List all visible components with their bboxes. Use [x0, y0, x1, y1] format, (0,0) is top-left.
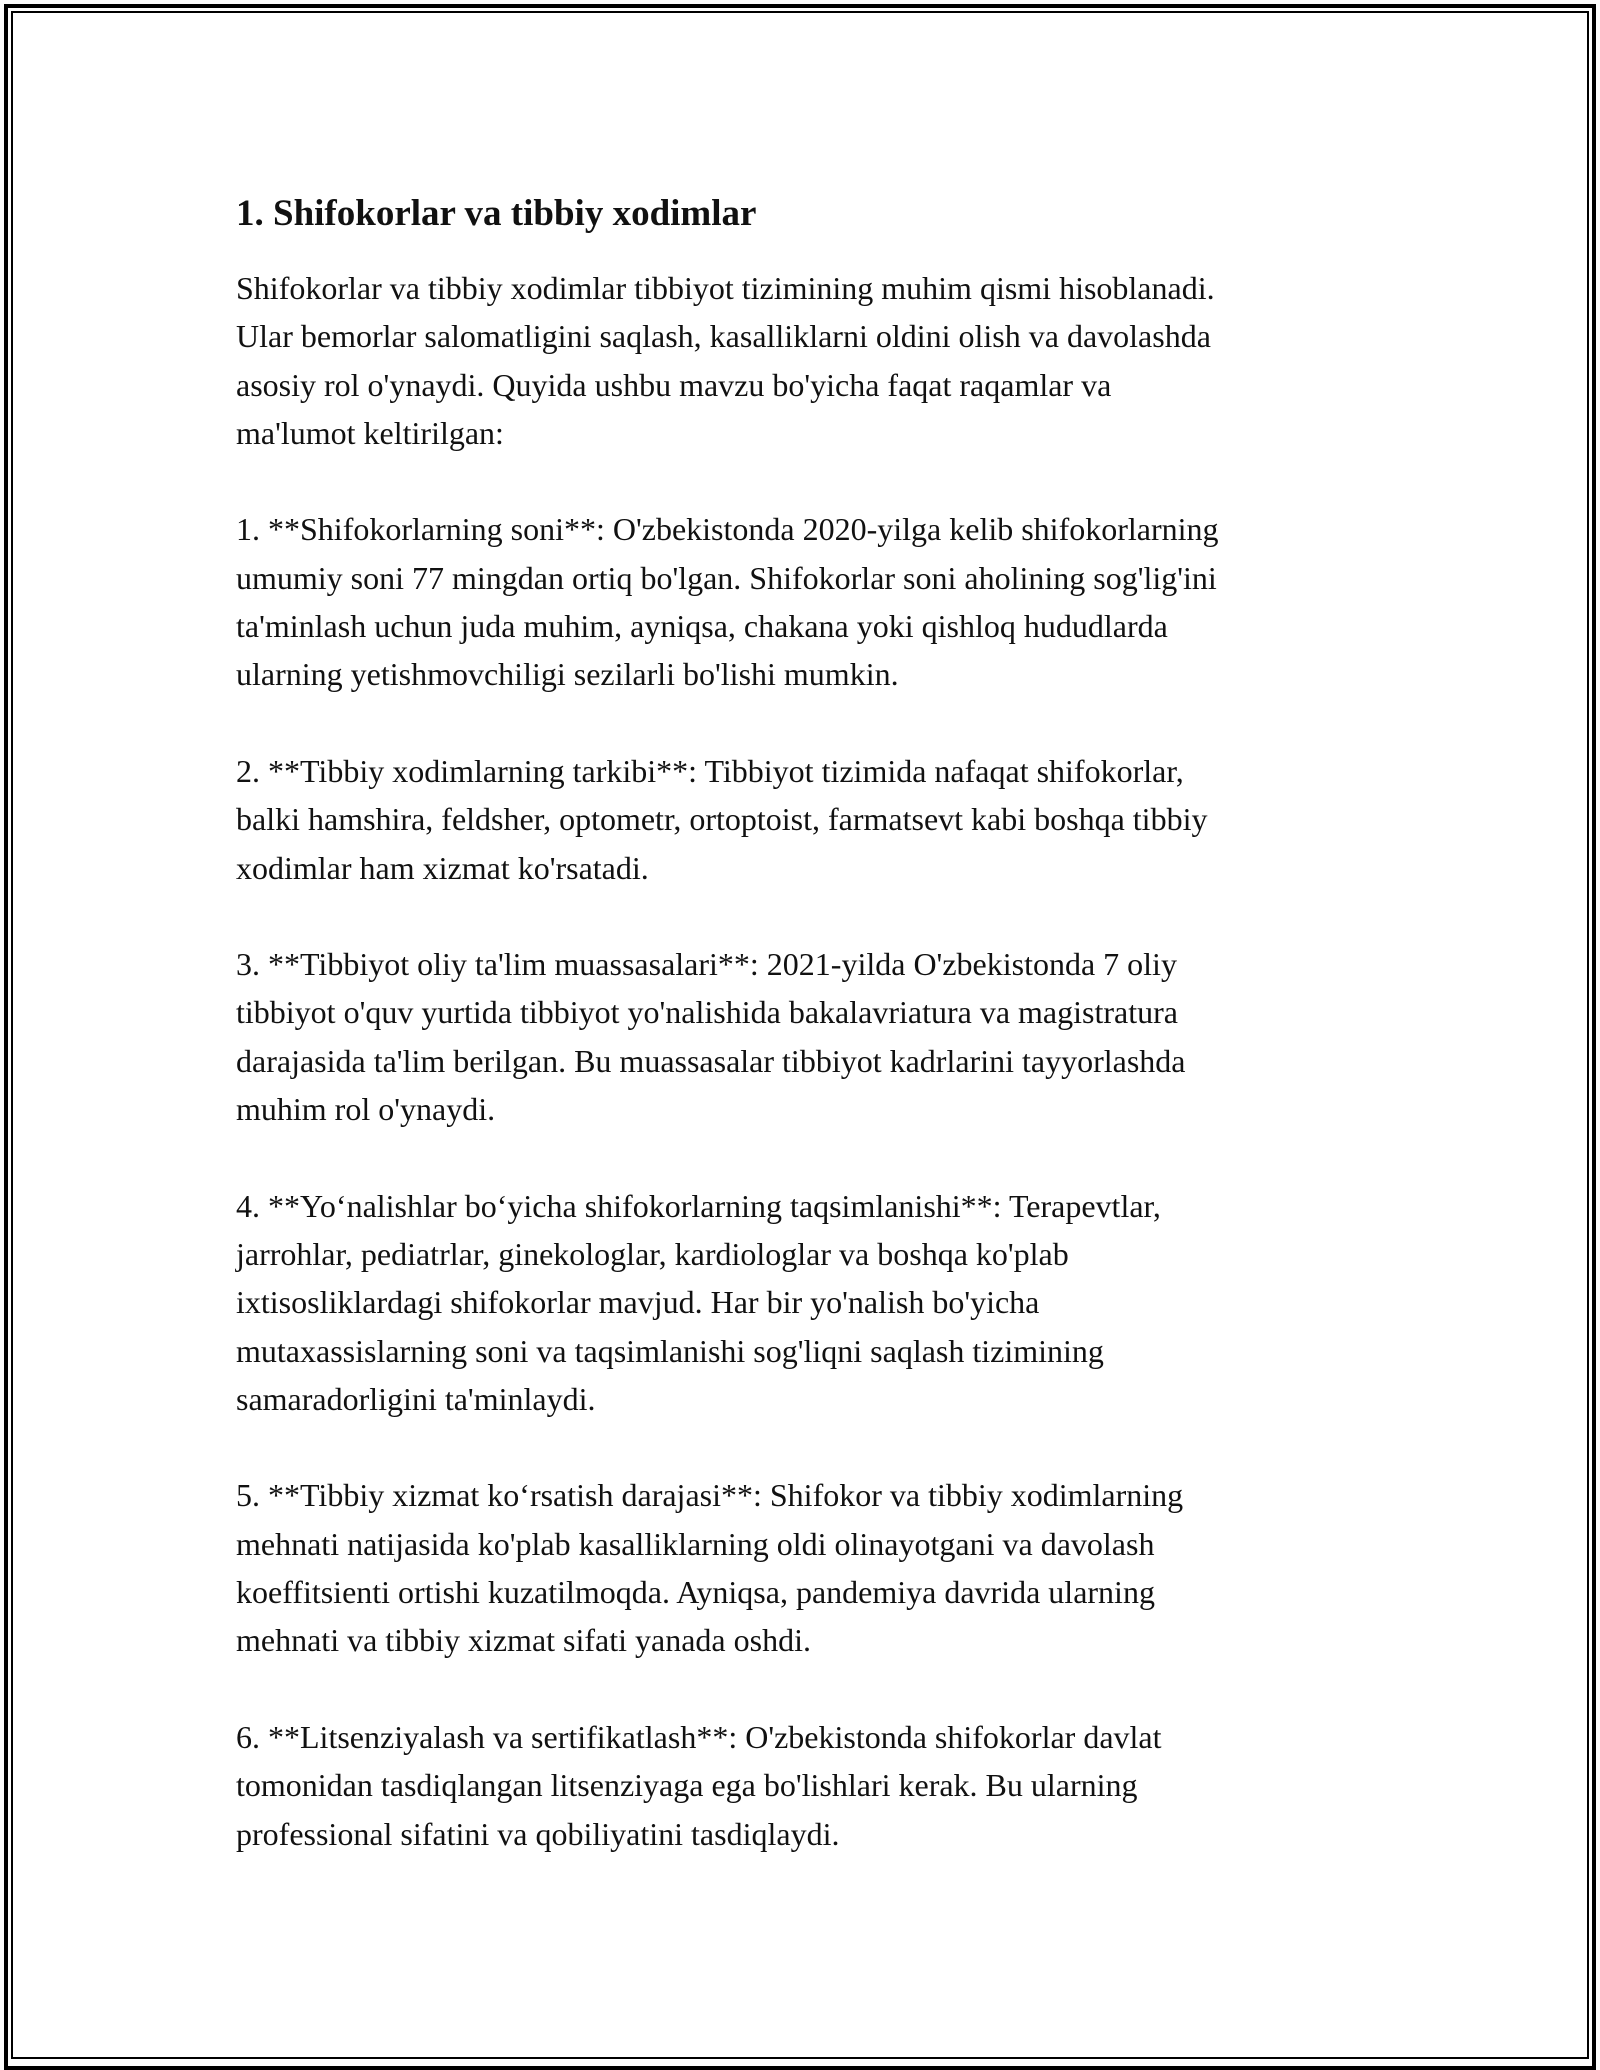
list-item: 5. **Tibbiy xizmat ko‘rsatish darajasi**: Shifokor va tibbiy xodimlarning mehnati natijasida ko'plab kasalliklarning oldi olinayotgani va davolash koeffitsienti ortishi kuzatilmoqda. Ayniqsa, pandemiya davrida ularning mehnati va tibbiy xizmat sifati yanada oshdi.	[236, 1477, 1184, 1659]
list-item: 4. **Yo‘nalishlar bo‘yicha shifokorlarning taqsimlanishi**: Terapevtlar, jarrohlar, pediatrlar, ginekologlar, kardiologlar va boshqa ko'plab ixtisosliklardagi shifokorlar mavjud. Har bir yo'nalish bo'yicha mutaxassislarning soni va taqsimlanishi sog'liqni saqlash tizimining samaradorligini ta'minlaydi.	[236, 1187, 1161, 1417]
list-item: 3. **Tibbiyot oliy ta'lim muassasalari**: 2021-yilda O'zbekistonda 7 oliy tibbiyot o'quv yurtida tibbiyot yo'nalishida bakalavriatura va magistratura darajasida ta'lim berilgan. Bu muassasalar tibbiyot kadrlarini tayyorlashda muhim rol o'ynaydi.	[236, 946, 1186, 1128]
list-item: 6. **Litsenziyalash va sertifikatlash**: O'zbekistonda shifokorlar davlat tomonidan tasdiqlangan litsenziyaga ega bo'lishlari kerak. Bu ularning professional sifatini va qobiliyatini tasdiqlaydi.	[236, 1718, 1162, 1852]
list-item: 1. **Shifokorlarning soni**: O'zbekistonda 2020-yilga kelib shifokorlarning umumiy soni 77 mingdan ortiq bo'lgan. Shifokorlar soni aholining sog'lig'ini ta'minlash uchun juda muhim, ayniqsa, chakana yoki qishloq hududlarda ularning yetishmovchiligi sezilarli bo'lishi mumkin.	[236, 511, 1219, 693]
document-body	[236, 190, 1386, 1906]
list-item: 2. **Tibbiy xodimlarning tarkibi**: Tibbiyot tizimida nafaqat shifokorlar, balki hamshira, feldsher, optometr, ortoptoist, farmatsevt kabi boshqa tibbiy xodimlar ham xizmat ko'rsatadi.	[236, 752, 1208, 886]
document-title: 1. Shifokorlar va tibbiy xodimlar	[236, 193, 757, 234]
intro-paragraph: Shifokorlar va tibbiy xodimlar tibbiyot tizimining muhim qismi hisoblanadi. Ular bemorlar salomatligini saqlash, kasalliklarni oldini olish va davolashda asosiy rol o'ynaydi. Quyida ushbu mavzu bo'yicha faqat raqamlar va ma'lumot keltirilgan:	[236, 270, 1215, 451]
